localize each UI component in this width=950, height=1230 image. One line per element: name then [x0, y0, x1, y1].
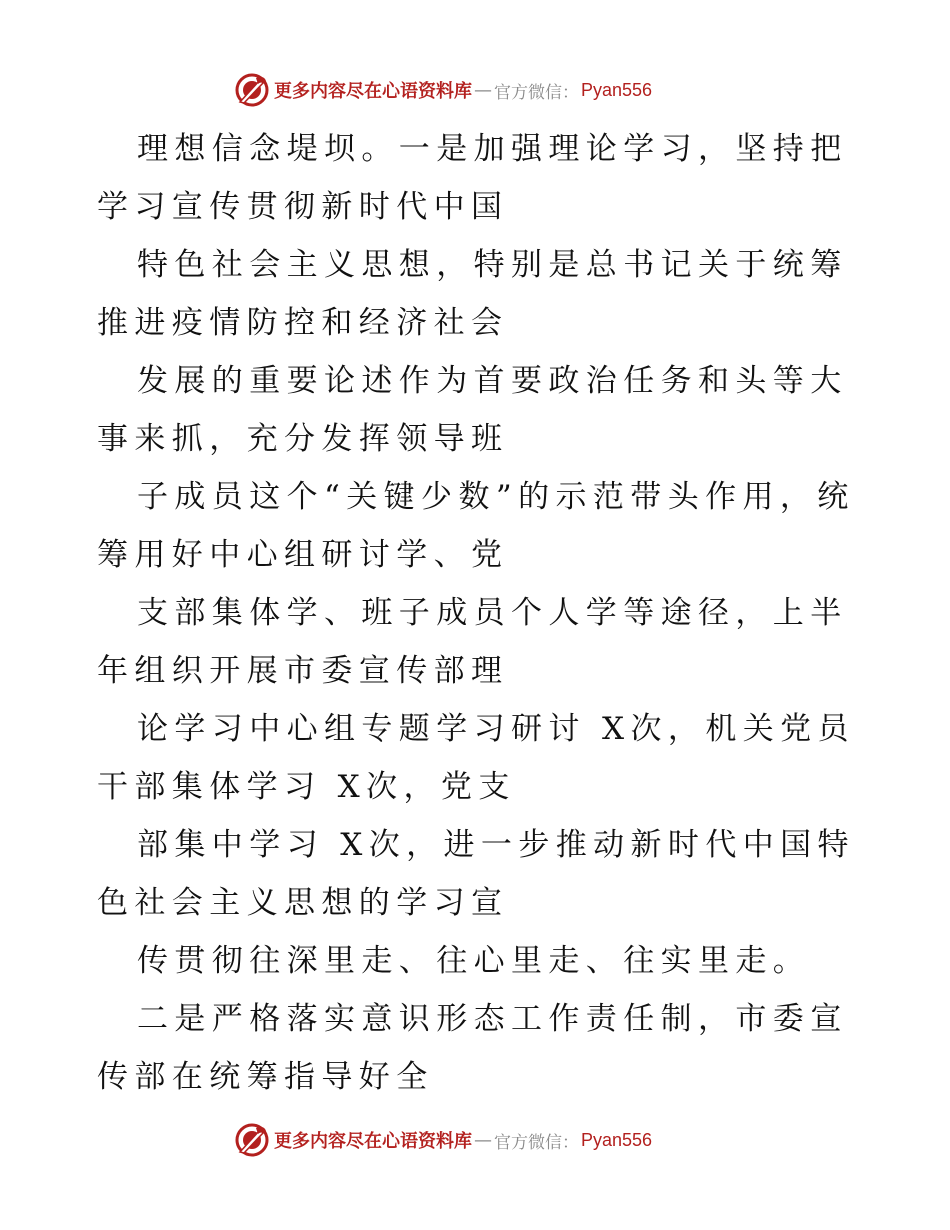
paragraph-2: 特色社会主义思想，特别是总书记关于统筹推进疫情防控和经济社会 [97, 247, 848, 341]
header-separator: — [474, 79, 492, 101]
quill-pen-logo-icon [234, 1122, 270, 1158]
document-body [97, 120, 857, 1106]
footer-wechat-label: 官方微信： [494, 1132, 579, 1153]
paragraph-5: 支部集体学、班子成员个人学等途径，上半年组织开展市委宣传部理 [97, 595, 848, 689]
paragraph-8: 传贯彻往深里走、往心里走、往实里走。 [137, 943, 811, 979]
footer-brand-text: 更多内容尽在心语资料库 [274, 1131, 472, 1152]
paragraph-1: 理想信念堤坝。一是加强理论学习，坚持把学习宣传贯彻新时代中国 [97, 131, 848, 225]
footer-wechat-id: Pyan556 [581, 1129, 653, 1150]
header-wechat-id: Pyan556 [581, 79, 653, 100]
paragraph-3: 发展的重要论述作为首要政治任务和头等大事来抓，充分发挥领导班 [97, 363, 848, 457]
header-brand-text: 更多内容尽在心语资料库 [274, 81, 472, 102]
footer-separator: — [474, 1129, 492, 1151]
header-wechat-label: 官方微信： [494, 82, 579, 103]
paragraph-6: 论学习中心组专题学习研讨 X次，机关党员干部集体学习 X次，党支 [97, 711, 855, 805]
paragraph-4: 子成员这个“关键少数”的示范带头作用，统筹用好中心组研讨学、党 [97, 479, 855, 573]
paragraph-7: 部集中学习 X次，进一步推动新时代中国特色社会主义思想的学习宣 [97, 827, 855, 921]
header-banner [234, 72, 652, 108]
paragraph-9: 二是严格落实意识形态工作责任制，市委宣传部在统筹指导好全 [97, 1001, 848, 1095]
footer-banner [234, 1122, 652, 1158]
quill-pen-logo-icon [234, 72, 270, 108]
